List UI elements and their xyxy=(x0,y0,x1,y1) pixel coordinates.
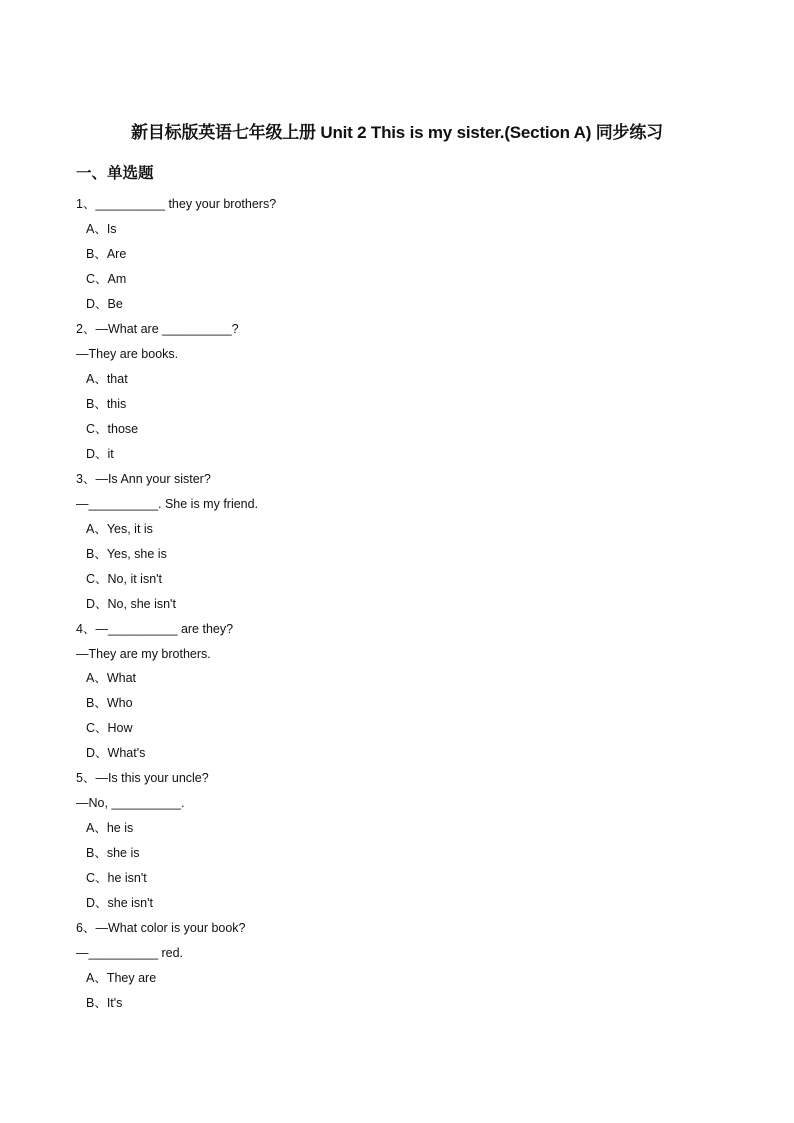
answer-option: C、he isn't xyxy=(86,871,147,886)
question-text: —__________ red. xyxy=(76,946,184,961)
answer-option: D、Be xyxy=(86,296,123,311)
question-text: 5、—Is this your uncle? xyxy=(76,771,209,786)
answer-option: D、she isn't xyxy=(86,896,153,911)
answer-option: D、it xyxy=(86,446,114,461)
answer-option: D、No, she isn't xyxy=(86,596,176,611)
answer-option: B、Are xyxy=(86,246,127,261)
answer-option: B、she is xyxy=(86,846,140,861)
answer-option: C、Am xyxy=(86,271,127,286)
question-text: 2、—What are __________? xyxy=(76,321,239,336)
answer-option: A、Yes, it is xyxy=(86,521,153,536)
answer-option: C、No, it isn't xyxy=(86,571,163,586)
question-text: 4、—__________ are they? xyxy=(76,621,234,636)
answer-option: A、They are xyxy=(86,971,157,986)
answer-option: B、this xyxy=(86,396,127,411)
question-text: 3、—Is Ann your sister? xyxy=(76,471,211,486)
question-text: —No, __________. xyxy=(76,796,185,811)
question-text: 6、—What color is your book? xyxy=(76,921,246,936)
answer-option: A、he is xyxy=(86,821,134,836)
question-text: —They are my brothers. xyxy=(76,646,211,661)
answer-option: A、What xyxy=(86,671,137,686)
question-text: —__________. She is my friend. xyxy=(76,496,259,511)
section-heading: 一、单选题 xyxy=(76,165,154,182)
question-text: —They are books. xyxy=(76,346,179,361)
answer-option: B、It's xyxy=(86,996,123,1010)
answer-option: D、What's xyxy=(86,746,146,761)
answer-option: C、those xyxy=(86,421,139,436)
page-title: 新目标版英语七年级上册 Unit 2 This is my sister.(Section A) 同步练习 xyxy=(131,123,663,142)
answer-option: A、that xyxy=(86,371,128,386)
answer-option: B、Who xyxy=(86,696,133,711)
answer-option: B、Yes, she is xyxy=(86,546,167,561)
answer-option: C、How xyxy=(86,721,133,736)
answer-option: A、Is xyxy=(86,222,117,236)
question-text: 1、__________ they your brothers? xyxy=(76,197,277,211)
